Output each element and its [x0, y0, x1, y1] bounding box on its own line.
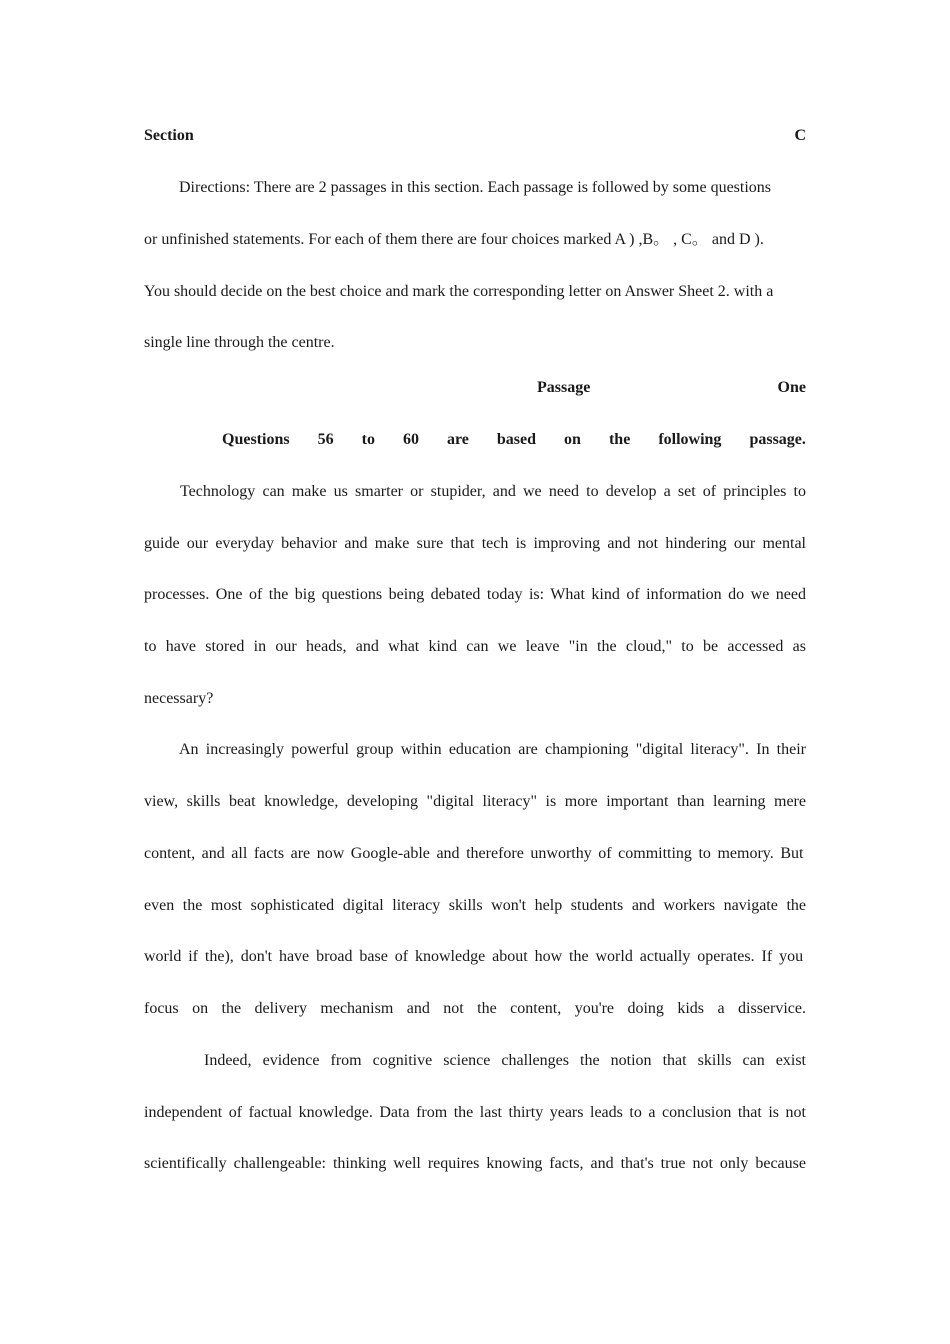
section-heading-left: Section — [144, 127, 194, 144]
directions-line — [144, 176, 806, 200]
questions-word: to — [361, 431, 375, 448]
directions-line-text: or unfinished statements. For each of them there are four choices marked A ) ,B。 , C。 and D ). — [144, 231, 764, 248]
paragraph-line: view, skills beat knowledge, developing "digital literacy" is more important than learning mere — [144, 793, 806, 810]
passage-heading-right: One — [777, 379, 806, 396]
paragraph-line: even the most sophisticated digital literacy skills won't help students and workers navigate the — [144, 897, 806, 914]
paragraph-line: content, and all facts are now Google-able and therefore unworthy of committing to memory. But — [144, 845, 804, 862]
questions-word: passage. — [749, 431, 806, 448]
questions-word: based — [496, 431, 537, 448]
paragraph-line: Indeed, evidence from cognitive science challenges the notion that skills can exist — [204, 1052, 806, 1069]
directions-line — [144, 331, 806, 355]
paragraph-line: processes. One of the big questions being debated today is: What kind of information do we need — [144, 586, 806, 603]
paragraph-line: independent of factual knowledge. Data from the last thirty years leads to a conclusion that is not — [144, 1104, 806, 1121]
questions-word: on — [564, 431, 581, 448]
paragraph-line: necessary? — [144, 690, 214, 707]
section-heading-right: C — [794, 127, 806, 144]
section-heading — [144, 124, 806, 148]
paragraph-line: Technology can make us smarter or stupider, and we need to develop a set of principles to — [180, 483, 806, 500]
paragraph-line: to have stored in our heads, and what kind can we leave "in the cloud," to be accessed as — [144, 638, 806, 655]
directions-line-text: Directions: There are 2 passages in this section. Each passage is followed by some questions — [179, 179, 772, 196]
questions-word: 56 — [317, 431, 334, 448]
paragraph-line: world if the), don't have broad base of knowledge about how the world actually operates. If you — [144, 948, 804, 965]
directions-line — [144, 280, 806, 304]
directions-line-text: You should decide on the best choice and mark the corresponding letter on Answer Sheet 2. with a — [144, 283, 774, 300]
questions-word: the — [608, 431, 631, 448]
questions-word: 60 — [402, 431, 419, 448]
questions-word: Questions — [222, 431, 290, 448]
paragraph-line: guide our everyday behavior and make sure that tech is improving and not hindering our mental — [144, 535, 806, 552]
paragraph-line: An increasingly powerful group within education are championing "digital literacy". In their — [179, 741, 806, 758]
passage-heading-left: Passage — [537, 379, 591, 396]
directions-line — [144, 228, 806, 252]
questions-word: following — [658, 431, 722, 448]
directions-line-text: single line through the centre. — [144, 334, 335, 351]
paragraph-line: focus on the delivery mechanism and not the content, you're doing kids a disservice. — [144, 1000, 806, 1017]
questions-instruction — [222, 428, 806, 452]
paragraph-line: scientifically challengeable: thinking well requires knowing facts, and that's true not only because — [144, 1155, 806, 1172]
questions-word: are — [446, 431, 469, 448]
passage-heading — [537, 376, 806, 400]
